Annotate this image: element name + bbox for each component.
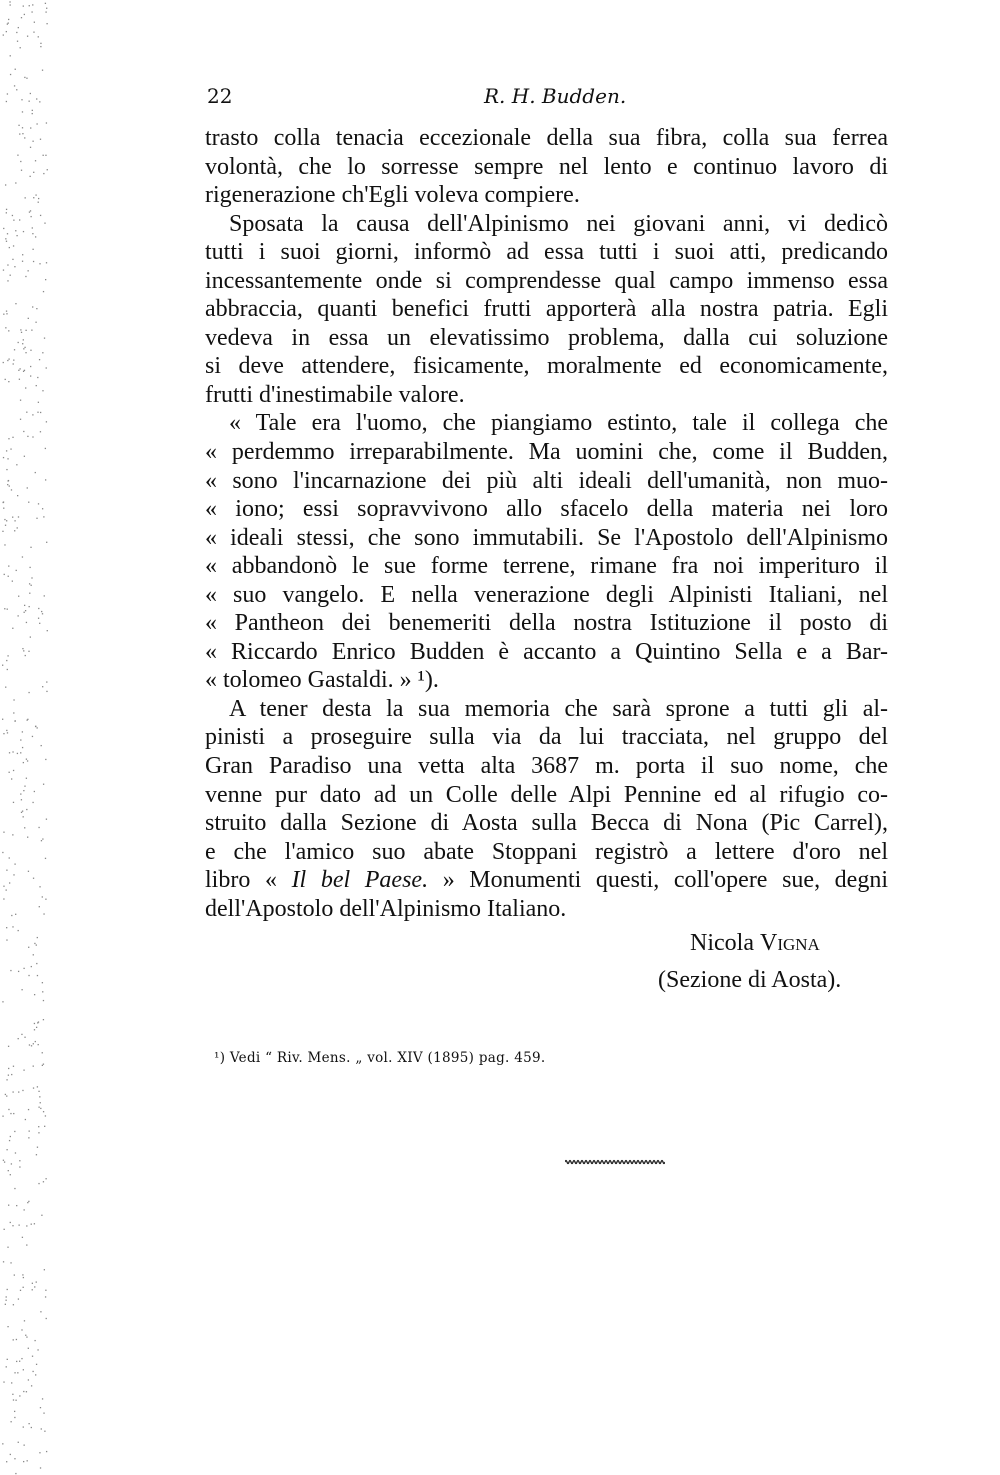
text-line: frutti d'inestimabile valore. — [205, 381, 465, 408]
text-line: « ideali stessi, che sono immutabili. Se l'Apostolo dell'Alpinismo — [205, 524, 888, 551]
text-line: incessantemente onde si comprendesse qual campo immenso essa — [205, 267, 888, 294]
signature-name: Nicola Vigna — [690, 930, 820, 956]
text-line: libro « Il bel Paese. » Monumenti questi, coll'opere sue, degni — [205, 867, 888, 894]
text-line: abbraccia, quanti benefici frutti apporterà alla nostra patria. Egli — [205, 296, 888, 323]
italic-title: Il bel Paese. — [291, 867, 429, 894]
text-line: struito dalla Sezione di Aosta sulla Becca di Nona (Pic Carrel), — [205, 810, 888, 837]
end-ornament-wavy-line — [565, 1158, 665, 1166]
text-line: « Riccardo Enrico Budden è accanto a Quintino Sella e a Bar- — [205, 638, 888, 665]
scan-margin-noise — [0, 0, 60, 1475]
text-line: « Pantheon dei benemeriti della nostra Istituzione il posto di — [205, 610, 888, 637]
text-line: Sposata la causa dell'Alpinismo nei giovani anni, vi dedicò — [229, 210, 888, 237]
text-line: dell'Apostolo dell'Alpinismo Italiano. — [205, 895, 567, 922]
body-text — [205, 124, 888, 923]
text-line: rigenerazione ch'Egli voleva compiere. — [205, 182, 580, 209]
text-line: « perdemmo irreparabilmente. Ma uomini che, come il Budden, — [205, 439, 888, 466]
running-title: R. H. Budden. — [484, 84, 627, 108]
page-number: 22 — [207, 84, 233, 108]
text-line: trasto colla tenacia eccezionale della sua fibra, colla sua ferrea — [205, 125, 888, 151]
text-line: « sono l'incarnazione dei più alti ideali dell'umanità, non muo- — [205, 467, 888, 494]
text-line: e che l'amico suo abate Stoppani registrò a lettere d'oro nel — [205, 838, 888, 865]
text-line: « Tale era l'uomo, che piangiamo estinto, tale il collega che — [229, 410, 888, 437]
text-line: tutti i suoi giorni, informò ad essa tutti i suoi atti, predicando — [205, 239, 888, 266]
text-line: « abbandonò le sue forme terrene, rimane fra noi imperituro il — [205, 553, 888, 580]
text-line: venne pur dato ad un Colle delle Alpi Pennine ed al rifugio co- — [205, 781, 888, 808]
text-line: vedeva in essa un elevatissimo problema, dalla cui soluzione — [205, 324, 888, 351]
text-line: si deve attendere, fisicamente, moralmente ed economicamente, — [205, 353, 888, 380]
footnote: ¹) Vedi “ Riv. Mens. „ vol. XIV (1895) pag. 459. — [214, 1050, 546, 1066]
text-line: « suo vangelo. E nella venerazione degli Alpinisti Italiani, nel — [205, 581, 888, 608]
text-line: « iono; essi sopravvivono allo sfacelo della materia nei loro — [205, 496, 888, 523]
text-line: A tener desta la sua memoria che sarà sprone a tutti gli al- — [229, 695, 888, 722]
signature-section: (Sezione di Aosta). — [658, 967, 842, 993]
text-line: volontà, che lo sorresse sempre nel lento e continuo lavoro di — [205, 153, 888, 180]
text-line: pinisti a proseguire sulla via da lui tracciata, nel gruppo del — [205, 724, 888, 751]
text-line: Gran Paradiso una vetta alta 3687 m. porta il suo nome, che — [205, 753, 888, 780]
text-line: « tolomeo Gastaldi. » ¹). — [205, 667, 439, 694]
